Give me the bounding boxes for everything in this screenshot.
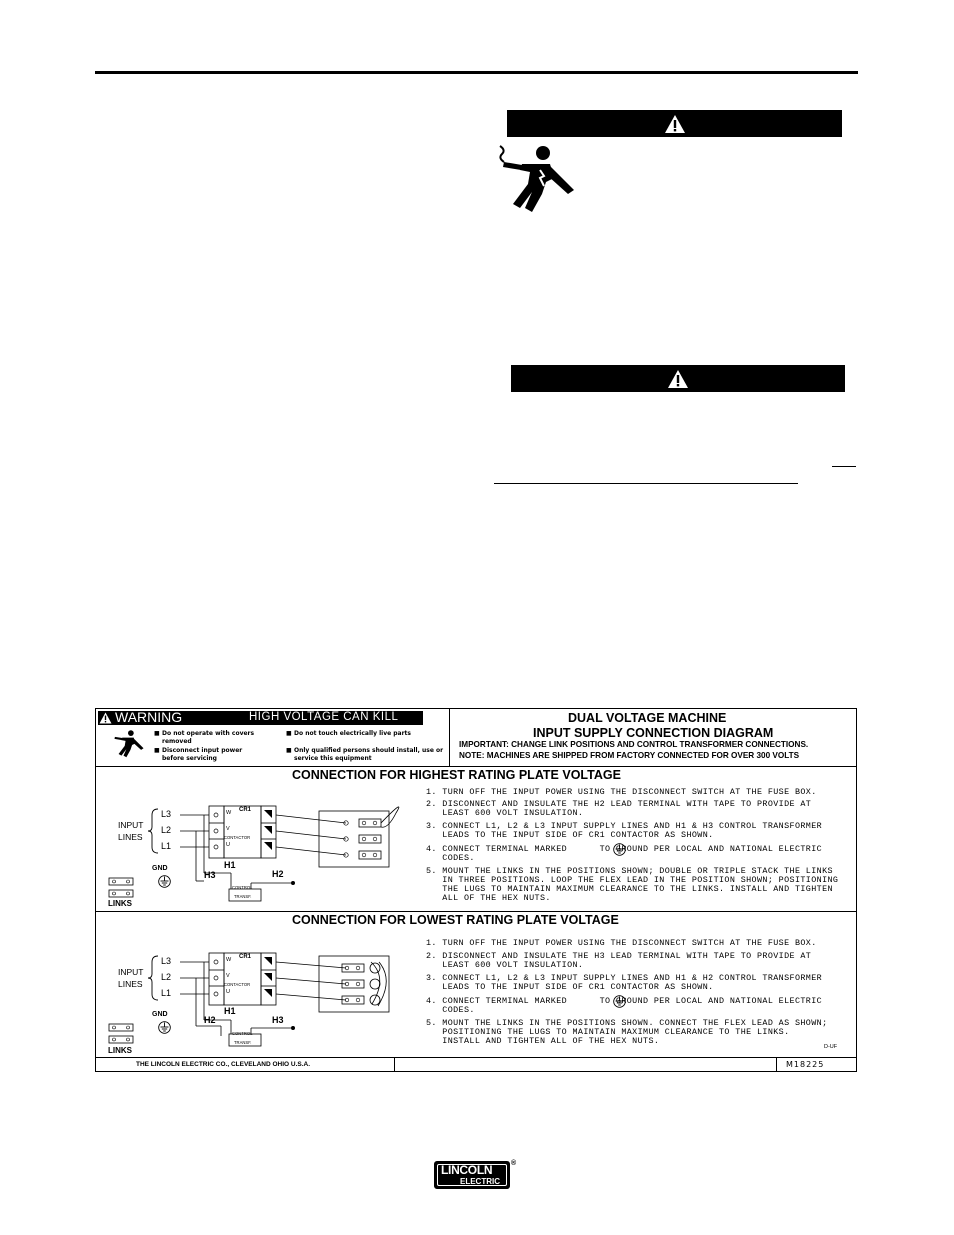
l3-label: L3 <box>161 809 172 819</box>
h1-label: H1 <box>224 860 236 870</box>
u-label: U <box>226 842 230 848</box>
logo-line1: LINCOLN <box>441 1163 493 1177</box>
ground-symbol-icon <box>158 1021 171 1034</box>
transf-label: TRANSF. <box>234 1040 252 1045</box>
warning-header-block <box>96 709 450 767</box>
highest-wiring-schematic <box>176 801 401 903</box>
step-line: 2. DISCONNECT AND INSULATE THE H3 LEAD TERMINAL WITH TAPE TO PROVIDE AT <box>426 951 812 961</box>
step-line: LEAST 600 VOLT INSULATION. <box>426 960 584 970</box>
step-line: 1. TURN OFF THE INPUT POWER USING THE DISCONNECT SWITCH AT THE FUSE BOX. <box>426 938 817 948</box>
transf-label: TRANSF. <box>234 894 252 899</box>
step-line: CODES. <box>426 853 475 863</box>
step-line: LEADS TO THE INPUT SIDE OF CR1 CONTACTOR AS SHOWN. <box>426 830 714 840</box>
warning-triangle-icon <box>664 114 686 134</box>
h3-label: H3 <box>272 1015 284 1025</box>
footer-divider <box>776 1057 777 1072</box>
step-line: POSITIONING THE LUGS TO MAINTAIN MAXIMUM CLEARANCE TO THE LINKS. <box>426 1027 790 1037</box>
underline-rule <box>494 483 798 484</box>
l2-label: L2 <box>161 825 172 835</box>
factory-note: NOTE: MACHINES ARE SHIPPED FROM FACTORY CONNECTED FOR OVER 300 VOLTS <box>459 751 800 760</box>
step-line: 4. CONNECT TERMINAL MARKED TO GROUND PER LOCAL AND NATIONAL ELECTRIC <box>426 844 823 854</box>
h2-label: H2 <box>204 1015 216 1025</box>
diagram-code: D-UF <box>824 1044 838 1050</box>
l3-label: L3 <box>161 956 172 966</box>
lowest-section-title: CONNECTION FOR LOWEST RATING PLATE VOLTAGE <box>292 913 619 927</box>
step-line: LEADS TO THE INPUT SIDE OF CR1 CONTACTOR AS SHOWN. <box>426 982 714 992</box>
gnd-label: GND <box>152 1011 168 1018</box>
step-line: THE LUGS TO MAINTAIN MAXIMUM CLEARANCE TO THE LINKS. INSTALL AND TIGHTEN <box>426 884 833 894</box>
v-label: V <box>226 826 230 832</box>
h2-label: H2 <box>272 869 284 879</box>
step-line: ALL OF THE HEX NUTS. <box>426 893 551 903</box>
lines-label: LINES <box>118 979 143 989</box>
highest-section-title: CONNECTION FOR HIGHEST RATING PLATE VOLTAGE <box>292 768 621 782</box>
footer-divider <box>96 1057 856 1058</box>
electric-shock-person-icon <box>110 728 146 762</box>
important-note: IMPORTANT: CHANGE LINK POSITIONS AND CONTROL TRANSFORMER CONNECTIONS. <box>459 740 809 749</box>
bullet-text: Disconnect input power before servicing <box>162 747 243 762</box>
footer-divider <box>394 1057 395 1072</box>
l1-label: L1 <box>161 841 172 851</box>
cr1-label: CR1 <box>239 954 252 960</box>
bullet-text: Only qualified persons should install, use or service this equipment <box>294 747 444 762</box>
step-line: 3. CONNECT L1, L2 & L3 INPUT SUPPLY LINES AND H1 & H2 CONTROL TRANSFORMER <box>426 973 823 983</box>
links-label: LINKS <box>108 899 132 908</box>
line-bracket <box>146 954 160 1002</box>
ground-symbol-icon <box>158 875 171 888</box>
warning-triangle-icon <box>99 712 112 724</box>
warning-word: WARNING <box>115 709 183 725</box>
u-label: U <box>226 989 230 995</box>
w-label: W <box>226 957 232 963</box>
line-bracket <box>146 807 160 855</box>
link-bar-icon <box>108 877 134 899</box>
control-label: CONTROL <box>232 1031 253 1036</box>
contactor-label: CONTACTOR <box>224 835 251 840</box>
step-line: 5. MOUNT THE LINKS IN THE POSITIONS SHOWN. CONNECT THE FLEX LEAD AS SHOWN; <box>426 1018 828 1028</box>
caution-banner <box>511 365 845 392</box>
high-voltage-text: HIGH VOLTAGE CAN KILL <box>249 711 399 723</box>
diagram-subtitle: INPUT SUPPLY CONNECTION DIAGRAM <box>533 726 774 740</box>
gnd-label: GND <box>152 865 168 872</box>
underline-rule <box>832 466 856 467</box>
step-line: 5. MOUNT THE LINKS IN THE POSITIONS SHOWN; DOUBLE OR TRIPLE STACK THE LINKS <box>426 866 833 876</box>
l1-label: L1 <box>161 988 172 998</box>
bullet-dot: ■ <box>154 730 160 737</box>
section-divider <box>96 766 856 767</box>
bullet-dot: ■ <box>286 730 292 737</box>
registered-mark: ® <box>511 1160 517 1167</box>
links-label: LINKS <box>108 1046 132 1055</box>
control-label: CONTROL <box>232 885 253 890</box>
l2-label: L2 <box>161 972 172 982</box>
h3-label: H3 <box>204 870 216 880</box>
bullet-dot: ■ <box>286 747 292 754</box>
input-label: INPUT <box>118 820 144 830</box>
bullet-text: Do not operate with covers removed <box>162 730 255 745</box>
section-divider <box>96 911 856 912</box>
contactor-label: CONTACTOR <box>224 982 251 987</box>
ground-symbol-icon <box>613 843 626 856</box>
step-line: 1. TURN OFF THE INPUT POWER USING THE DISCONNECT SWITCH AT THE FUSE BOX. <box>426 787 817 797</box>
diagram-title: DUAL VOLTAGE MACHINE <box>568 711 727 725</box>
bullet-text: Do not touch electrically live parts <box>294 730 411 737</box>
top-rule <box>95 71 858 74</box>
warning-banner <box>507 110 842 137</box>
logo-line2: ELECTRIC <box>460 1177 500 1186</box>
step-line: INSTALL AND TIGHTEN ALL OF THE HEX NUTS. <box>426 1036 660 1046</box>
company-name: THE LINCOLN ELECTRIC CO., CLEVELAND OHIO U.S.A. <box>136 1061 311 1068</box>
lincoln-electric-logo <box>434 1161 510 1189</box>
lines-label: LINES <box>118 832 143 842</box>
electric-shock-person-icon <box>492 142 580 222</box>
link-bar-icon <box>108 1023 134 1045</box>
w-label: W <box>226 810 232 816</box>
h1-label: H1 <box>224 1006 236 1016</box>
ground-symbol-icon <box>613 995 626 1008</box>
step-line: 3. CONNECT L1, L2 & L3 INPUT SUPPLY LINES AND H1 & H3 CONTROL TRANSFORMER <box>426 821 823 831</box>
warning-triangle-icon <box>667 369 689 389</box>
step-line: LEAST 600 VOLT INSULATION. <box>426 808 584 818</box>
cr1-label: CR1 <box>239 807 252 813</box>
input-label: INPUT <box>118 967 144 977</box>
step-line: IN THREE POSITIONS. LOOP THE FLEX LEAD IN THE POSITION SHOWN; POSITIONING <box>426 875 839 885</box>
part-number: M18225 <box>786 1060 825 1069</box>
v-label: V <box>226 973 230 979</box>
step-line: 4. CONNECT TERMINAL MARKED TO GROUND PER LOCAL AND NATIONAL ELECTRIC <box>426 996 823 1006</box>
lowest-wiring-schematic <box>176 948 401 1050</box>
step-line: CODES. <box>426 1005 475 1015</box>
input-supply-connection-diagram <box>95 708 857 1072</box>
bullet-dot: ■ <box>154 747 160 754</box>
step-line: 2. DISCONNECT AND INSULATE THE H2 LEAD TERMINAL WITH TAPE TO PROVIDE AT <box>426 799 812 809</box>
